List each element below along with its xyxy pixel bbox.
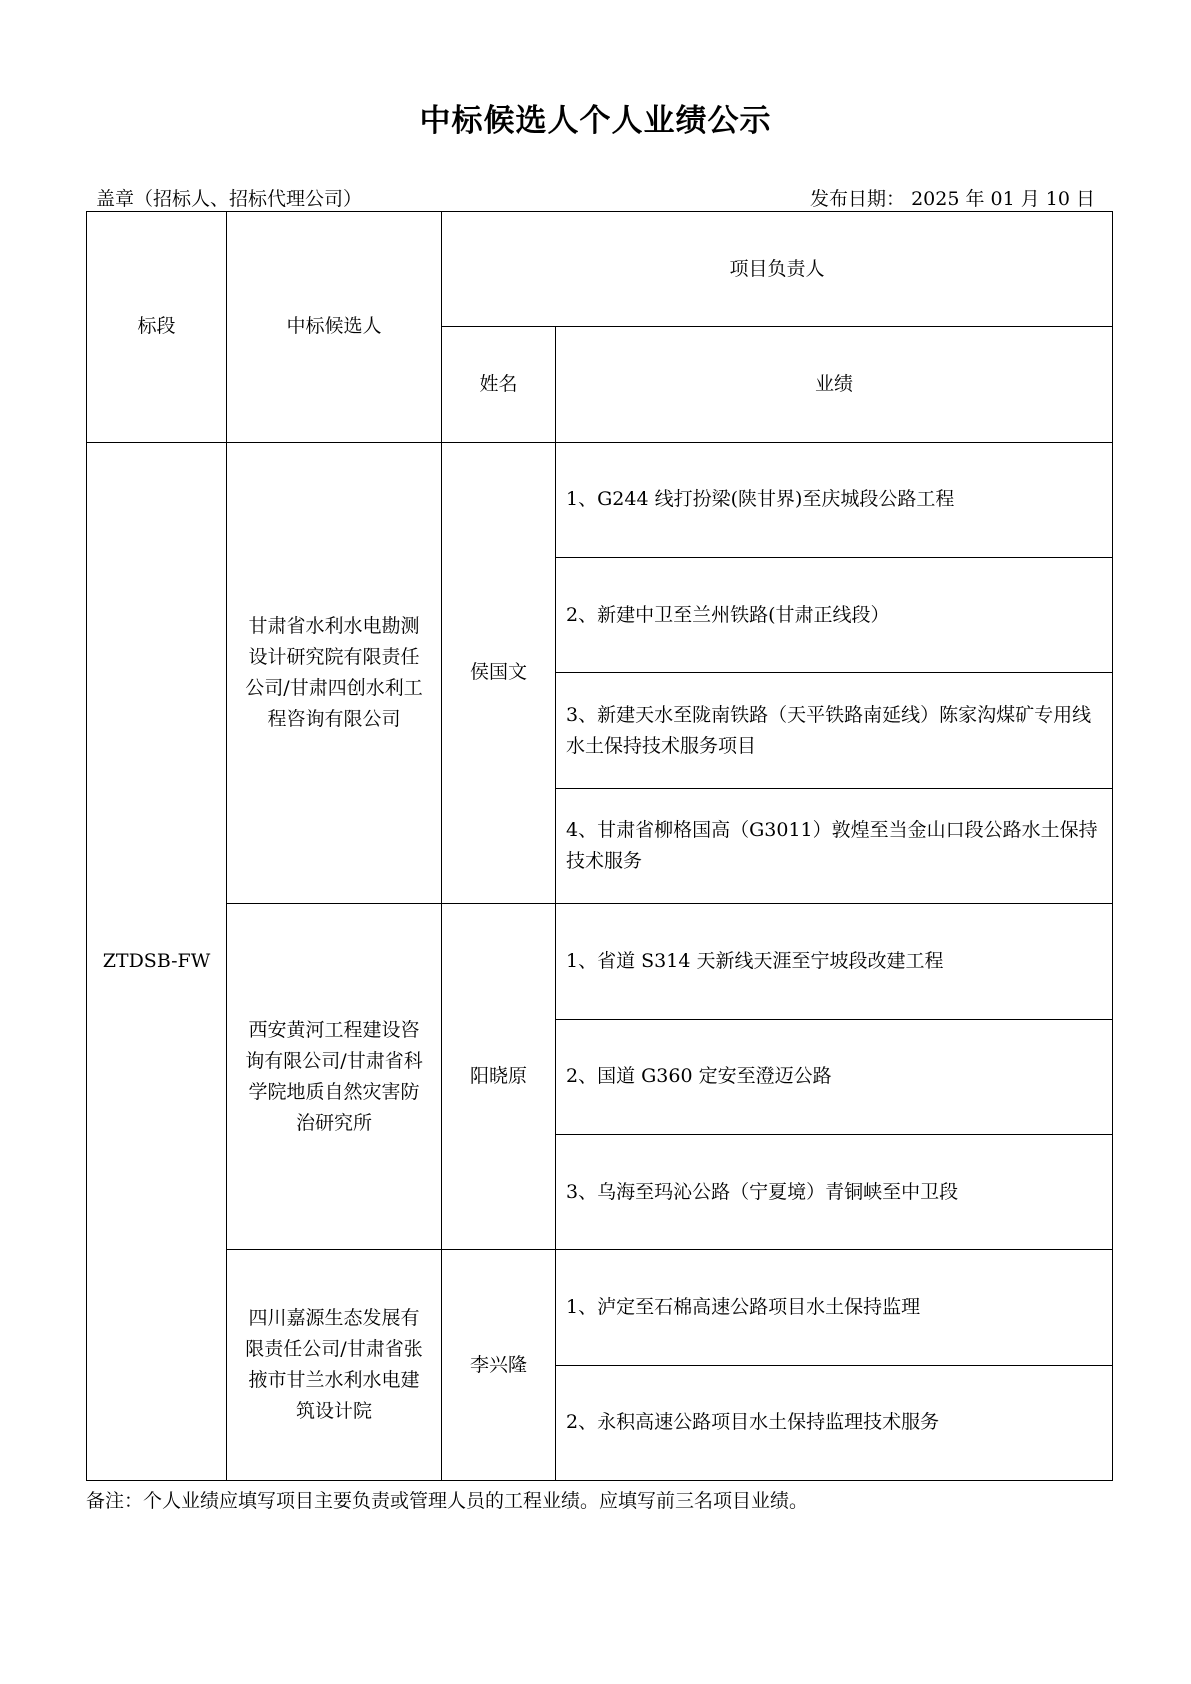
candidate-person: 李兴隆	[442, 1250, 556, 1481]
performance-item: 2、永积高速公路项目水土保持监理技术服务	[556, 1365, 1113, 1480]
header-manager: 项目负责人	[442, 212, 1113, 327]
performance-item: 2、国道 G360 定安至澄迈公路	[556, 1019, 1113, 1134]
performance-item: 1、G244 线打扮梁(陕甘界)至庆城段公路工程	[556, 442, 1113, 557]
header-performance: 业绩	[556, 327, 1113, 442]
publish-date: 发布日期： 2025 年 01 月 10 日	[810, 188, 1095, 210]
candidate-company: 甘肃省水利水电勘测设计研究院有限责任公司/甘肃四创水利工程咨询有限公司	[227, 442, 442, 903]
performance-item: 3、乌海至玛沁公路（宁夏境）青铜峡至中卫段	[556, 1134, 1113, 1249]
stamp-label: 盖章（招标人、招标代理公司）	[96, 188, 363, 210]
footnote: 备注：个人业绩应填写项目主要负责或管理人员的工程业绩。应填写前三名项目业绩。	[86, 1490, 809, 1512]
candidate-company: 西安黄河工程建设咨询有限公司/甘肃省科学院地质自然灾害防治研究所	[227, 904, 442, 1250]
performance-item: 3、新建天水至陇南铁路（天平铁路南延线）陈家沟煤矿专用线水土保持技术服务项目	[556, 673, 1113, 788]
header-section: 标段	[87, 212, 227, 443]
section-cell: ZTDSB-FW	[87, 442, 227, 1480]
performance-item: 1、泸定至石棉高速公路项目水土保持监理	[556, 1250, 1113, 1365]
performance-item: 1、省道 S314 天新线天涯至宁坡段改建工程	[556, 904, 1113, 1019]
header-name: 姓名	[442, 327, 556, 442]
candidate-person: 阳晓原	[442, 904, 556, 1250]
header-candidate: 中标候选人	[227, 212, 442, 443]
candidate-company: 四川嘉源生态发展有限责任公司/甘肃省张掖市甘兰水利水电建筑设计院	[227, 1250, 442, 1481]
candidate-performance-table	[86, 211, 1113, 1481]
performance-item: 4、甘肃省柳格国高（G3011）敦煌至当金山口段公路水土保持技术服务	[556, 788, 1113, 903]
page-title: 中标候选人个人业绩公示	[419, 103, 772, 139]
performance-item: 2、新建中卫至兰州铁路(甘肃正线段）	[556, 558, 1113, 673]
candidate-person: 侯国文	[442, 442, 556, 903]
